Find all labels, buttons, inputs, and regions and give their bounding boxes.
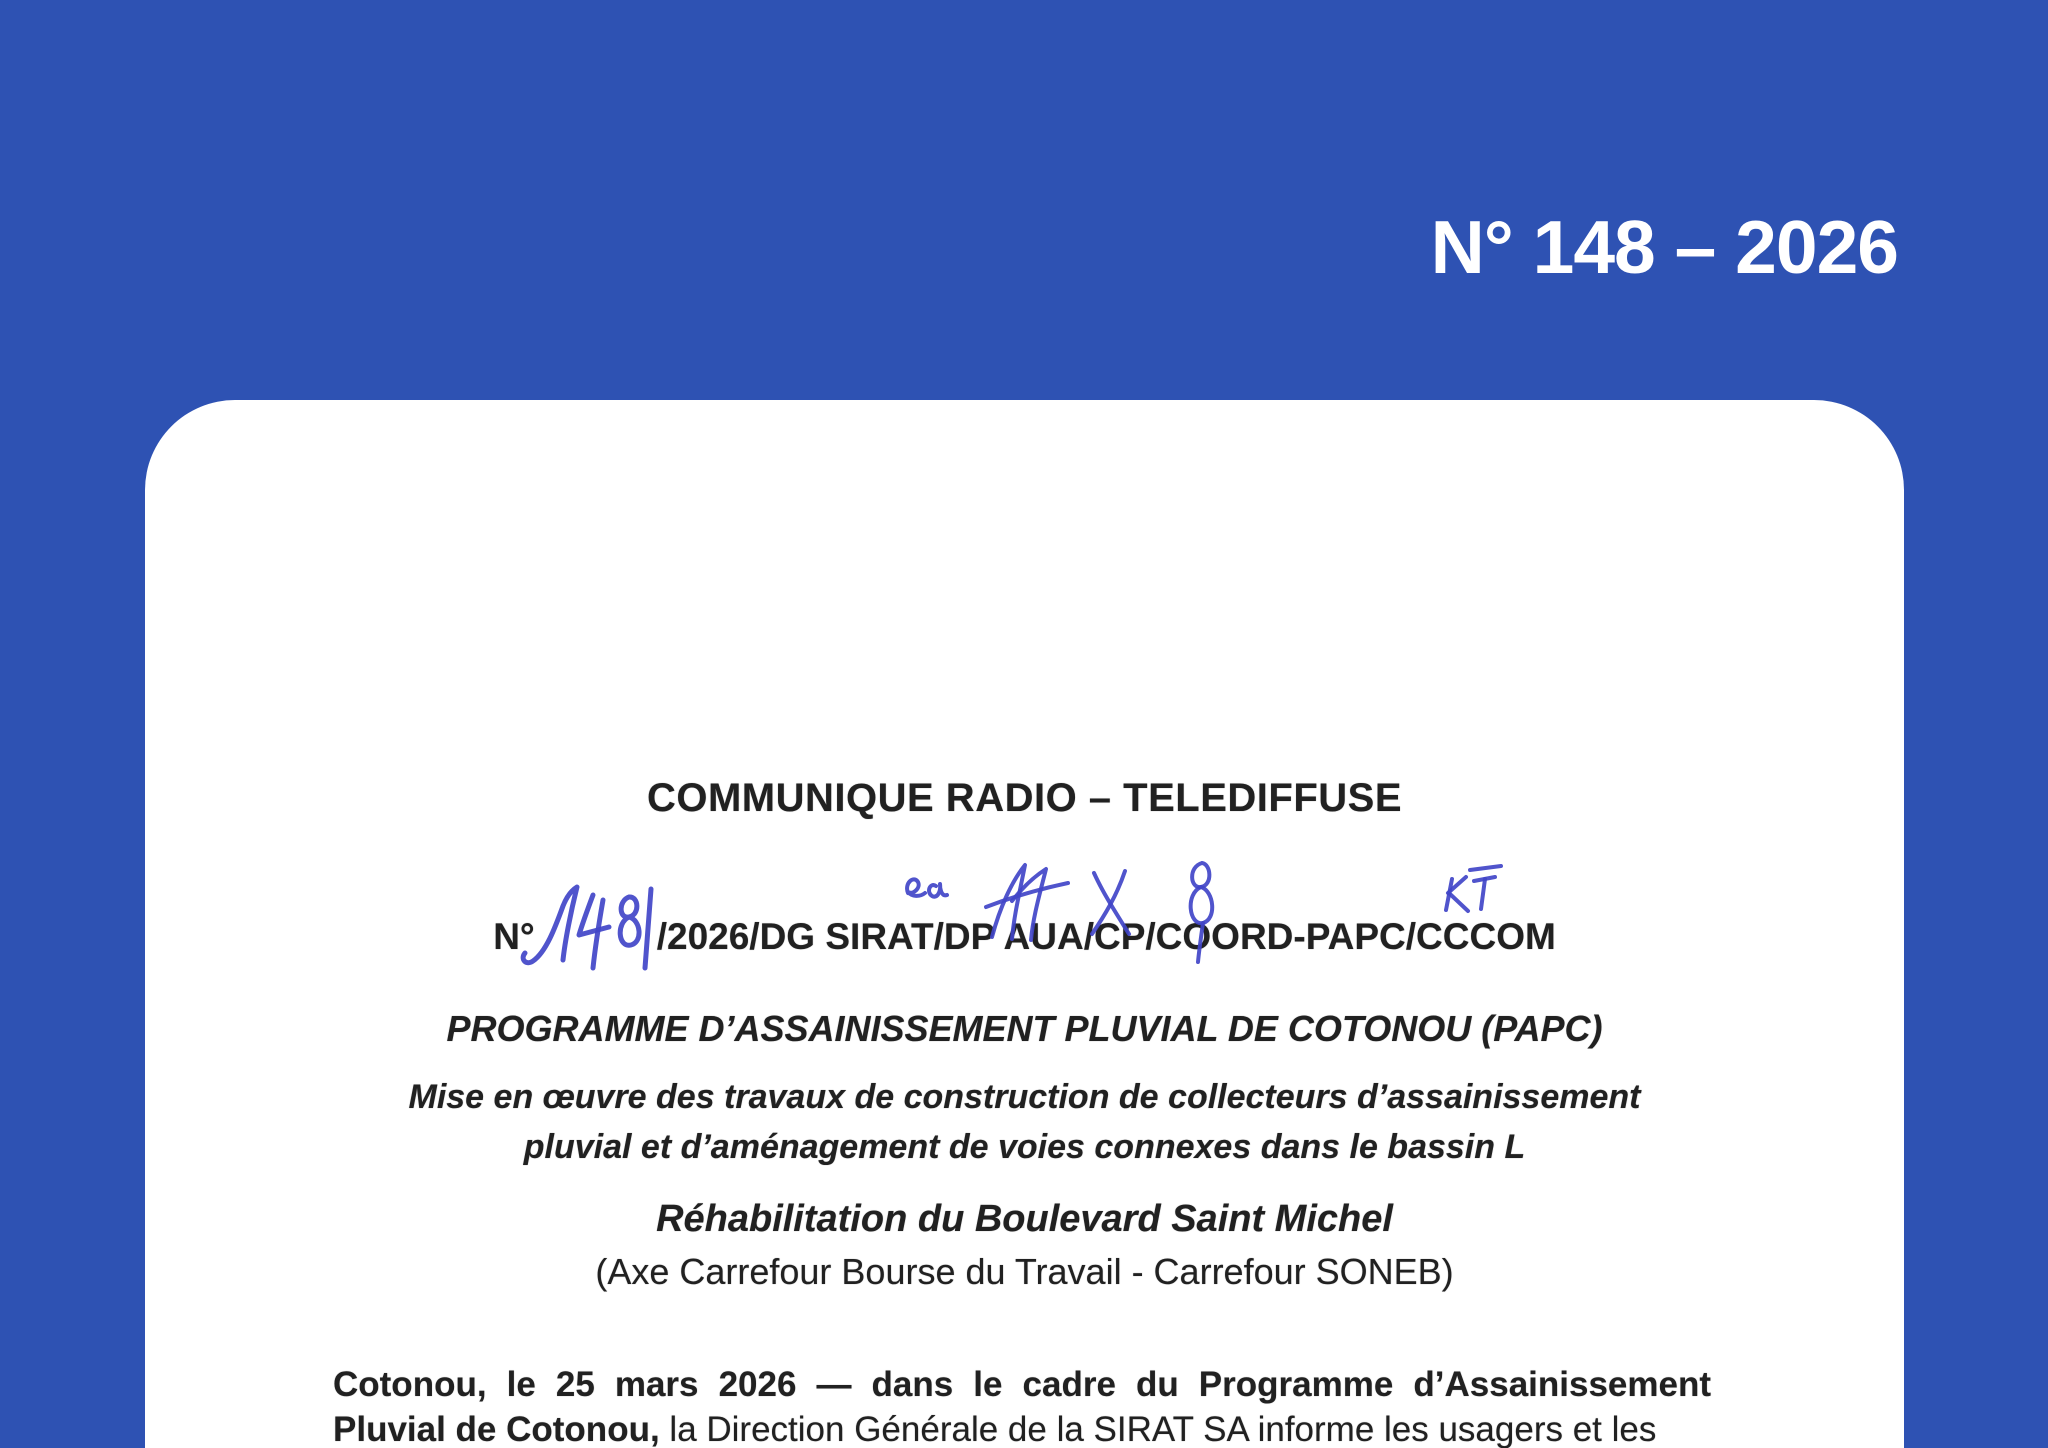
- document-card: [145, 400, 1904, 1448]
- reference-line: [145, 916, 1904, 958]
- handwritten-mark-ea-icon: [907, 879, 947, 896]
- body-paragraph-line-2: [333, 1407, 1711, 1448]
- work-description-line-1: Mise en œuvre des travaux de construction de collecteurs d’assainissement: [408, 1078, 1641, 1116]
- project-title: Réhabilitation du Boulevard Saint Michel: [656, 1198, 1393, 1240]
- program-title: PROGRAMME D’ASSAINISSEMENT PLUVIAL DE COTONOU (PAPC): [446, 1008, 1603, 1049]
- work-description-line-2: pluvial et d’aménagement de voies connexes dans le bassin L: [523, 1128, 1526, 1166]
- reference-suffix: /2026/DG SIRAT/DP AUA/CP/COORD-PAPC/CCCOM: [656, 916, 1556, 957]
- project-axis: (Axe Carrefour Bourse du Travail - Carrefour SONEB): [595, 1251, 1454, 1292]
- document-title: COMMUNIQUE RADIO – TELEDIFFUSE: [646, 776, 1403, 820]
- body-paragraph-line-2-bold: Pluvial de Cotonou,: [333, 1410, 660, 1448]
- issue-number-badge: N° 148 – 2026: [1430, 205, 1898, 289]
- reference-prefix: N°: [493, 916, 535, 957]
- body-paragraph: [333, 1362, 1711, 1448]
- body-paragraph-line-1: Cotonou, le 25 mars 2026 — dans le cadre du Programme d’Assainissement: [333, 1365, 1711, 1404]
- body-paragraph-line-2-regular: la Direction Générale de la SIRAT SA informe les usagers et les: [659, 1410, 1657, 1448]
- handwritten-kt-mark-icon: [1446, 866, 1501, 911]
